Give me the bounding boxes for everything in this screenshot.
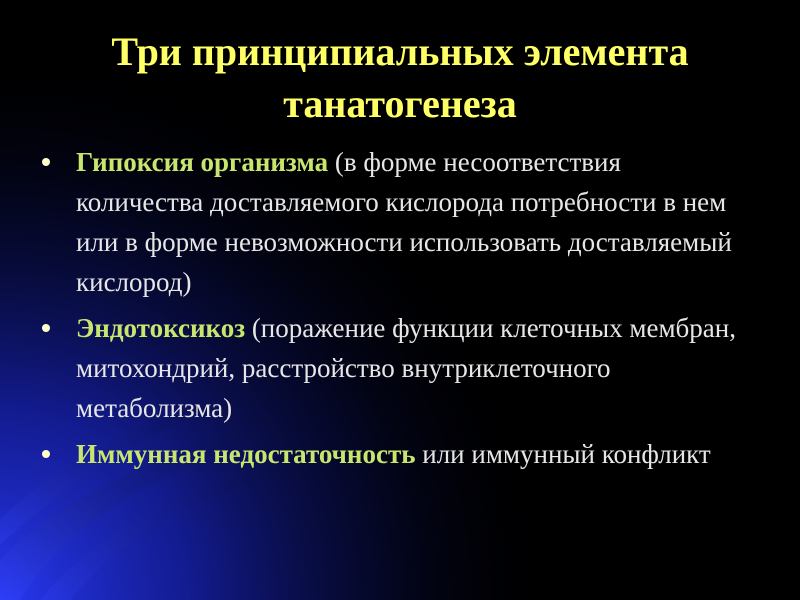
bullet-text: или иммунный конфликт xyxy=(415,439,711,469)
list-item xyxy=(42,308,742,428)
bullet-list xyxy=(42,142,742,480)
bullet-text: (поражение функции клеточных мембран, митохондрий, расстройство внутриклеточного метаболизма) xyxy=(76,313,736,423)
bullet-dot-icon xyxy=(42,324,50,332)
slide-title: Три принципиальных элемента танатогенеза xyxy=(111,29,689,126)
bullet-dot-icon xyxy=(42,450,50,458)
bullet-text: (в форме несоответствия количества доставляемого кислорода потребности в нем или в форме невозможности использовать доставляемый кислород) xyxy=(76,147,732,297)
bullet-term: Гипоксия организма xyxy=(76,147,329,177)
bullet-term: Иммунная недостаточность xyxy=(76,439,416,469)
list-item xyxy=(42,142,742,302)
bullet-term: Эндотоксикоз xyxy=(76,313,246,343)
list-item xyxy=(42,434,742,474)
bullet-dot-icon xyxy=(42,158,50,166)
